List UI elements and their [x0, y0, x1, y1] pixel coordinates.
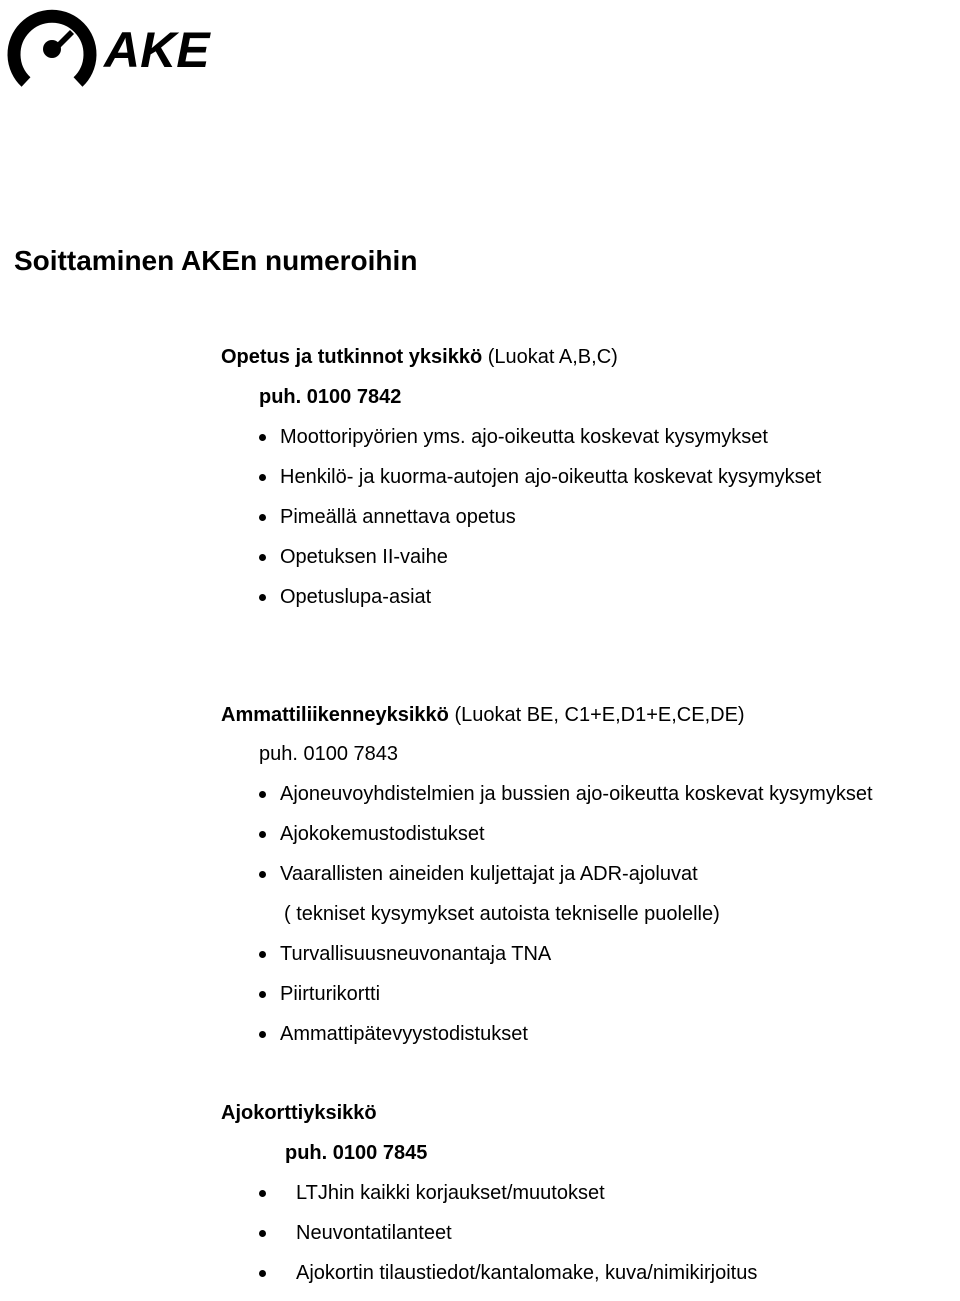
section-heading	[221, 703, 745, 727]
phone-label: puh.	[259, 386, 302, 408]
bullet-icon	[259, 951, 266, 958]
bullet-icon	[259, 1230, 266, 1237]
bullet-icon	[259, 831, 266, 838]
phone-label: puh.	[285, 1142, 328, 1164]
bullet-icon	[259, 871, 266, 878]
phone-number: 0100 7842	[306, 386, 402, 408]
bullet-icon	[259, 1270, 266, 1277]
bullet-icon	[259, 594, 266, 601]
bullet-icon	[259, 554, 266, 561]
unit-name: Opetus ja tutkinnot yksikkö	[221, 346, 483, 368]
unit-name: Ajokorttiyksikkö	[221, 1102, 377, 1124]
phone-number: 0100 7845	[332, 1142, 428, 1164]
bullet-icon	[259, 1031, 266, 1038]
gauge-icon	[14, 16, 90, 82]
bullet-icon	[259, 514, 266, 521]
phone-line	[285, 1141, 427, 1165]
page-title: Soittaminen AKEn numeroihin	[14, 245, 418, 276]
bullet-icon	[259, 791, 266, 798]
bullet-icon	[259, 434, 266, 441]
unit-classes: (Luokat A,B,C)	[487, 346, 618, 368]
logo-text: AKE	[104, 22, 210, 78]
bullet-icon	[259, 1190, 266, 1197]
note-text: ( tekniset kysymykset autoista tekniselle puolelle)	[284, 903, 720, 925]
unit-classes: (Luokat BE, C1+E,D1+E,CE,DE)	[454, 704, 745, 726]
phone-label: puh.	[259, 743, 298, 765]
phone-line	[259, 385, 401, 409]
section-heading	[221, 1101, 377, 1125]
phone-line	[259, 742, 398, 766]
ake-logo-mark	[4, 4, 240, 90]
phone-number: 0100 7843	[303, 743, 399, 765]
bullet-icon	[259, 474, 266, 481]
bullet-icon	[259, 991, 266, 998]
unit-name: Ammattiliikenneyksikkö	[221, 704, 449, 726]
section-heading	[221, 345, 618, 369]
ake-logo	[4, 4, 240, 90]
